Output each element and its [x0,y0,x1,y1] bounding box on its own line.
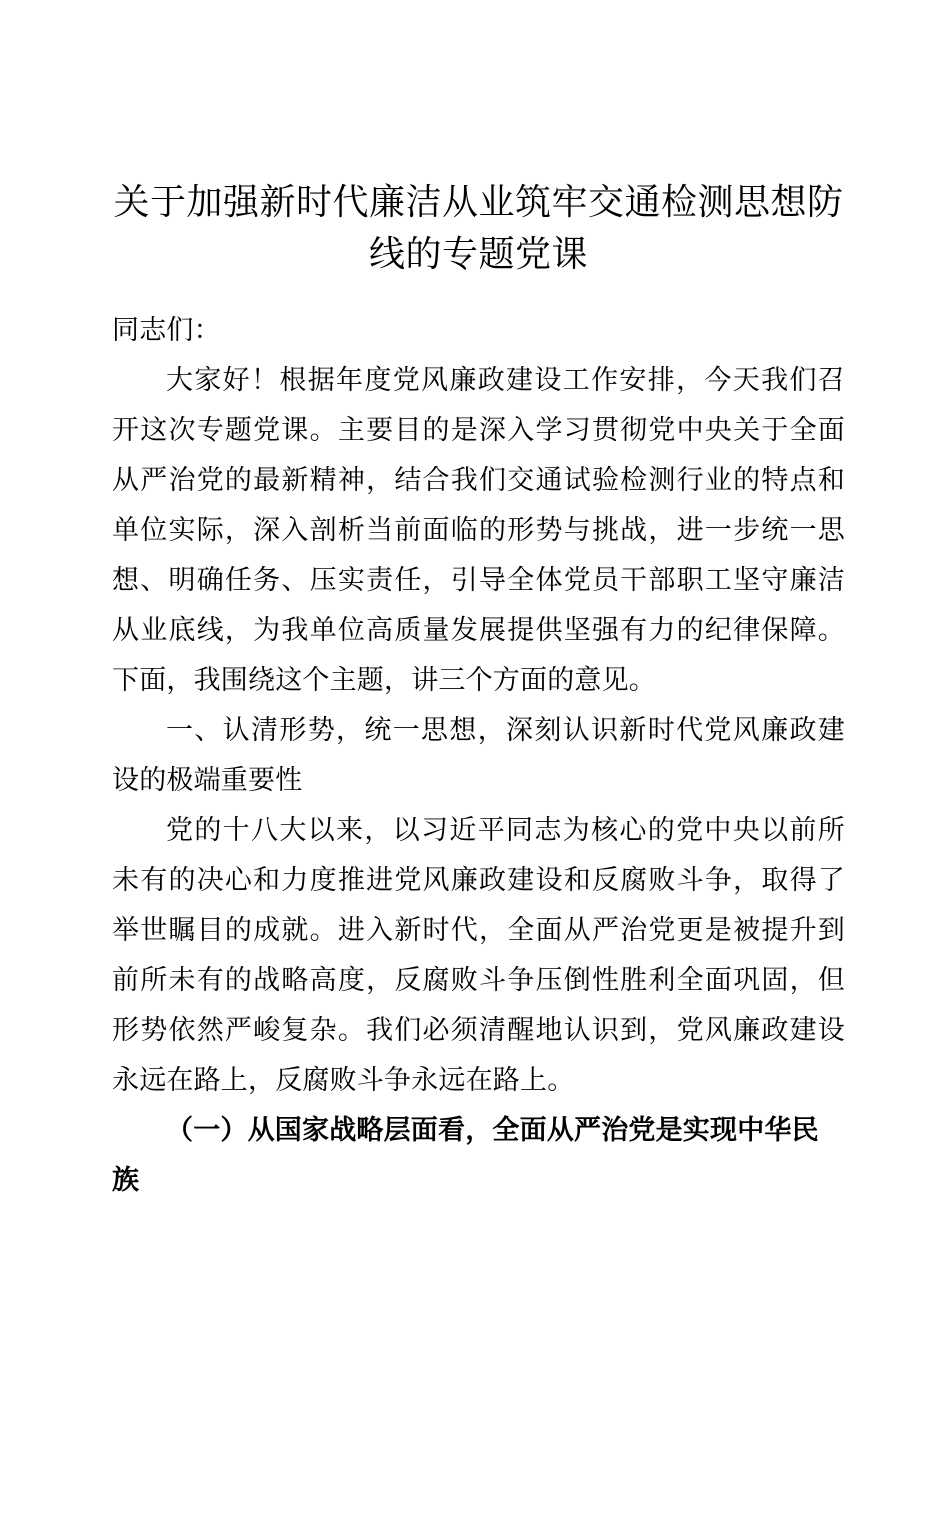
paragraph-introduction: 大家好！根据年度党风廉政建设工作安排，今天我们召开这次专题党课。主要目的是深入学习贯彻党中央关于全面从严治党的最新精神，结合我们交通试验检测行业的特点和单位实际，深入剖析当前面临的形势与挑战，进一步统一思想、明确任务、压实责任，引导全体党员干部职工坚守廉洁从业底线，为我单位高质量发展提供坚强有力的纪律保障。下面，我围绕这个主题，讲三个方面的意见。 [112,365,845,695]
title-line-2: 线的专题党课 [368,233,588,274]
title-line-1: 关于加强新时代廉洁从业筑牢交通检测思想防 [113,181,844,222]
document-page [0,176,950,1520]
heading-subsection-one-bold: （一）从国家战略层面看，全面从严治党是实现中华民族 [112,1115,819,1195]
document-body [112,305,845,1205]
document-title [112,176,845,280]
heading-section-one: 一、认清形势，统一思想，深刻认识新时代党风廉政建设的极端重要性 [112,715,845,795]
paragraph-section-one-body: 党的十八大以来，以习近平同志为核心的党中央以前所未有的决心和力度推进党风廉政建设和反腐败斗争，取得了举世瞩目的成就。进入新时代，全面从严治党更是被提升到前所未有的战略高度，反腐败斗争压倒性胜利全面巩固，但形势依然严峻复杂。我们必须清醒地认识到，党风廉政建设永远在路上，反腐败斗争永远在路上。 [112,815,845,1095]
salutation: 同志们： [112,315,221,345]
